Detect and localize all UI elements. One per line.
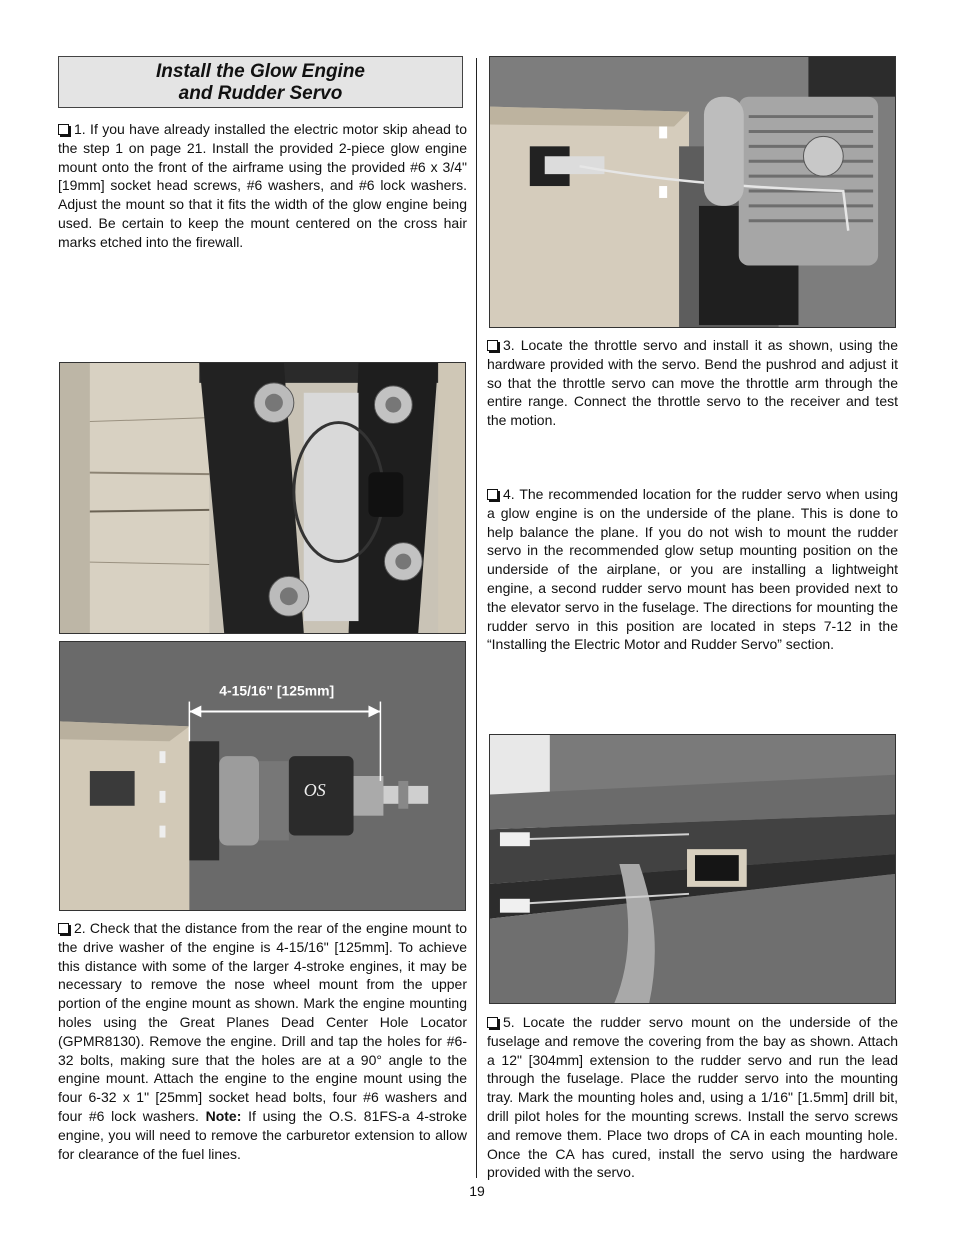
engine-brand-text: OS: [303, 779, 326, 800]
photo-engine-dimension: [59, 641, 466, 911]
step-2: [58, 919, 467, 1163]
checkbox-icon[interactable]: [487, 340, 498, 351]
note-label: Note:: [205, 1107, 242, 1124]
step-5: [487, 1013, 898, 1182]
step-2-text: 2. Check that the distance from the rear of the engine mount to the drive washer of the engine is 4-15/16" [125mm]. To achieve this distance with some of the larger 4-stroke engines, it may be necessary to remove the nose wheel mount from the upper portion of the engine mount as shown. Mark the engine mounting holes using the Great Planes Dead Center Hole Locator (GPMR8130). Remove the engine. Drill and tap the holes for #6-32 bolts, making sure that the holes are at a 90° angle to the engine mount. Attach the engine to the engine mount using the four 6-32 x 1" [25mm] socket head bolts, four #6 washers and four #6 lock washers.: [58, 920, 467, 1124]
photo-engine-mount: [59, 362, 466, 634]
step-4: [487, 485, 898, 654]
section-heading: [58, 56, 463, 108]
photo-rudder-servo-bay: [489, 734, 896, 1004]
step-3-text: 3. Locate the throttle servo and install it as shown, using the hardware provided with the servo. Bend the pushrod and adjust it so that the throttle servo can move the throttle arm through the entire range. Connect the throttle servo to the receiver and test the motion.: [487, 337, 898, 429]
photo-throttle-servo: [489, 56, 896, 328]
step-3: [487, 336, 898, 430]
checkbox-icon[interactable]: [58, 124, 69, 135]
checkbox-icon[interactable]: [58, 923, 69, 934]
checkbox-icon[interactable]: [487, 489, 498, 500]
section-title-line1: Install the Glow Engine: [155, 61, 366, 82]
page-number: 19: [469, 1183, 485, 1199]
step-1: [58, 120, 467, 252]
step-2-note: If using the O.S. 81FS-a 4-stroke engine, you will need to remove the carburetor extension to allow for clearance of the fuel lines.: [58, 1107, 467, 1162]
step-1-text: 1. If you have already installed the electric motor skip ahead to the step 1 on page 21. Install the provided 2-piece glow engine mount onto the front of the airframe using the provided #6 x 3/4" [19mm] socket head screws, #6 washers, and #6 lock washers. Adjust the mount so that it fits the width of the glow engine being used. Be certain to keep the mount centered on the cross hair marks etched into the firewall.: [58, 121, 467, 250]
step-4-text: 4. The recommended location for the rudder servo when using a glow engine is on the underside of the plane. This is done to help balance the plane. If you do not wish to mount the rudder servo in the recommended glow setup mounting position on the underside of the airplane, or you are installing a lightweight engine, a second rudder servo mount has been provided next to the elevator servo in the fuselage. The directions for mounting the rudder servo in this position are located in steps 7-12 in the “Installing the Electric Motor and Rudder Servo” section.: [487, 486, 898, 653]
checkbox-icon[interactable]: [487, 1017, 498, 1028]
column-divider: [476, 58, 477, 1178]
step-5-text: 5. Locate the rudder servo mount on the underside of the fuselage and remove the covering from the bay as shown. Attach a 12" [304mm] extension to the rudder servo and run the lead through the fuselage. Place the rudder servo into the mounting tray. Mark the mounting holes and, using a 1/16" [1.5mm] drill bit, drill pilot holes for the mounting screws. Install the servo screws and remove them. Place two drops of CA in each mounting hole. Once the CA has cured, install the servo using the hardware provided with the servo.: [487, 1014, 898, 1181]
section-title-line2: and Rudder Servo: [178, 83, 343, 104]
dimension-label: 4-15/16" [125mm]: [219, 682, 335, 699]
